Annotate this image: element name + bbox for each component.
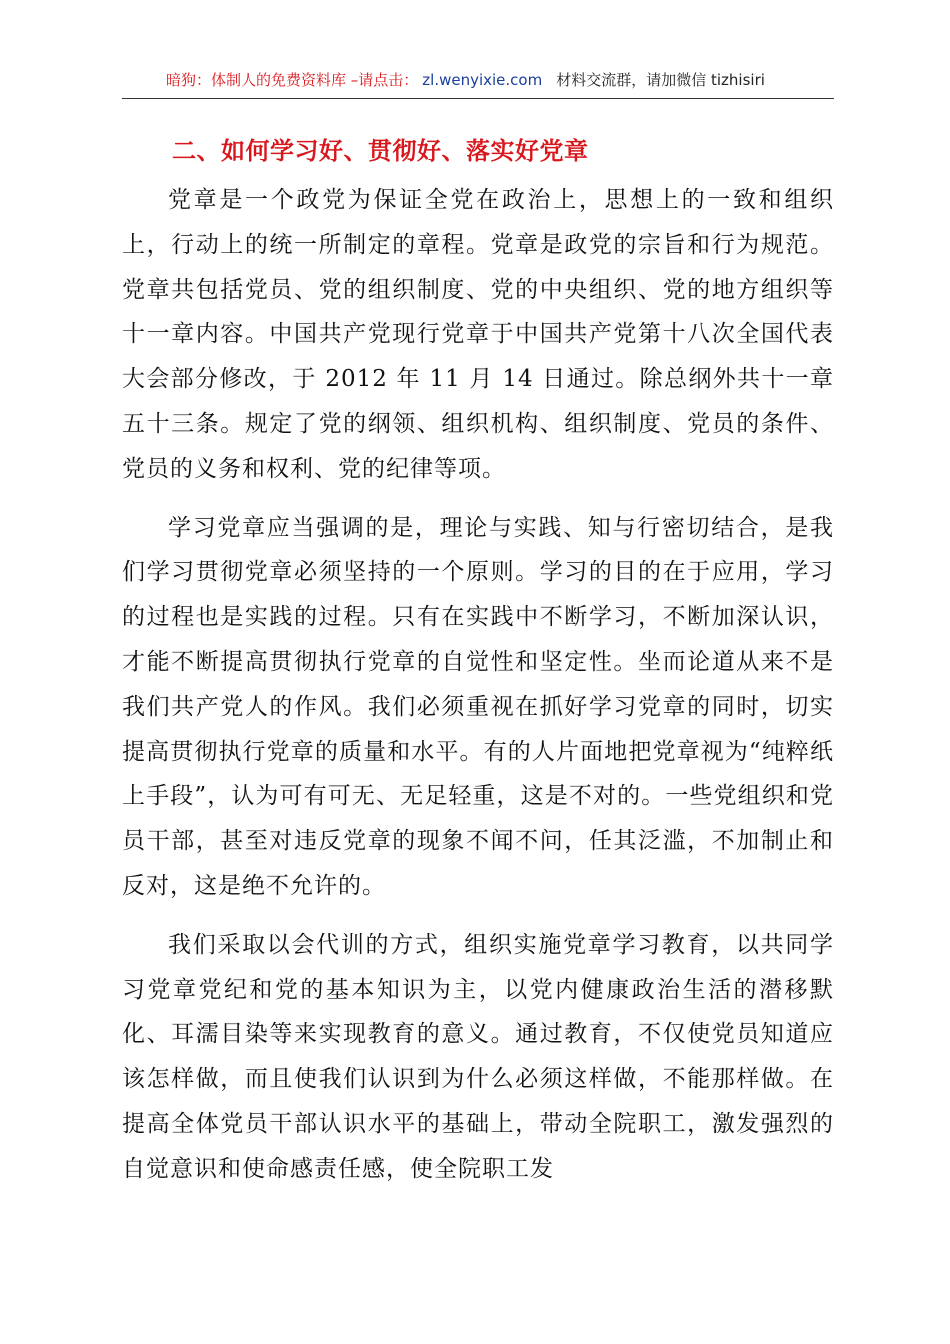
header-site-link[interactable]: zl.wenyixie.com [422, 71, 543, 89]
header-divider [122, 98, 834, 99]
document-body [122, 130, 834, 1206]
paragraph-1: 党章是一个政党为保证全党在政治上，思想上的一致和组织上，行动上的统一所制定的章程。党章是政党的宗旨和行为规范。党章共包括党员、党的组织制度、党的中央组织、党的地方组织等十一章内容。中国共产党现行党章于中国共产党第十八次全国代表大会部分修改，于 2012 年 11 月 14 日通过。除总纲外共十一章五十三条。规定了党的纲领、组织机构、组织制度、党员的条件、党员的义务和权利、党的纪律等项。 [122, 187, 834, 482]
header-promo-text: 暗狗：体制人的免费资料库 –请点击： [166, 71, 419, 89]
page-header [122, 66, 834, 94]
section-heading: 二、如何学习好、贯彻好、落实好党章 [172, 137, 589, 165]
paragraph-2: 学习党章应当强调的是，理论与实践、知与行密切结合，是我们学习贯彻党章必须坚持的一个原则。学习的目的在于应用，学习的过程也是实践的过程。只有在实践中不断学习，不断加深认识，才能不断提高贯彻执行党章的自觉性和坚定性。坐而论道从来不是我们共产党人的作风。我们必须重视在抓好学习党章的同时，切实提高贯彻执行党章的质量和水平。有的人片面地把党章视为“纯粹纸上手段”，认为可有可无、无足轻重，这是不对的。一些党组织和党员干部，甚至对违反党章的现象不闻不问，任其泛滥，不加制止和反对，这是绝不允许的。 [122, 514, 834, 899]
header-contact-text: 材料交流群，请加微信 tizhisiri [556, 71, 765, 89]
paragraph-3: 我们采取以会代训的方式，组织实施党章学习教育，以共同学习党章党纪和党的基本知识为主，以党内健康政治生活的潜移默化、耳濡目染等来实现教育的意义。通过教育，不仅使党员知道应该怎样做，而且使我们认识到为什么必须这样做，不能那样做。在提高全体党员干部认识水平的基础上，带动全院职工，激发强烈的自觉意识和使命感责任感，使全院职工发 [122, 931, 834, 1182]
